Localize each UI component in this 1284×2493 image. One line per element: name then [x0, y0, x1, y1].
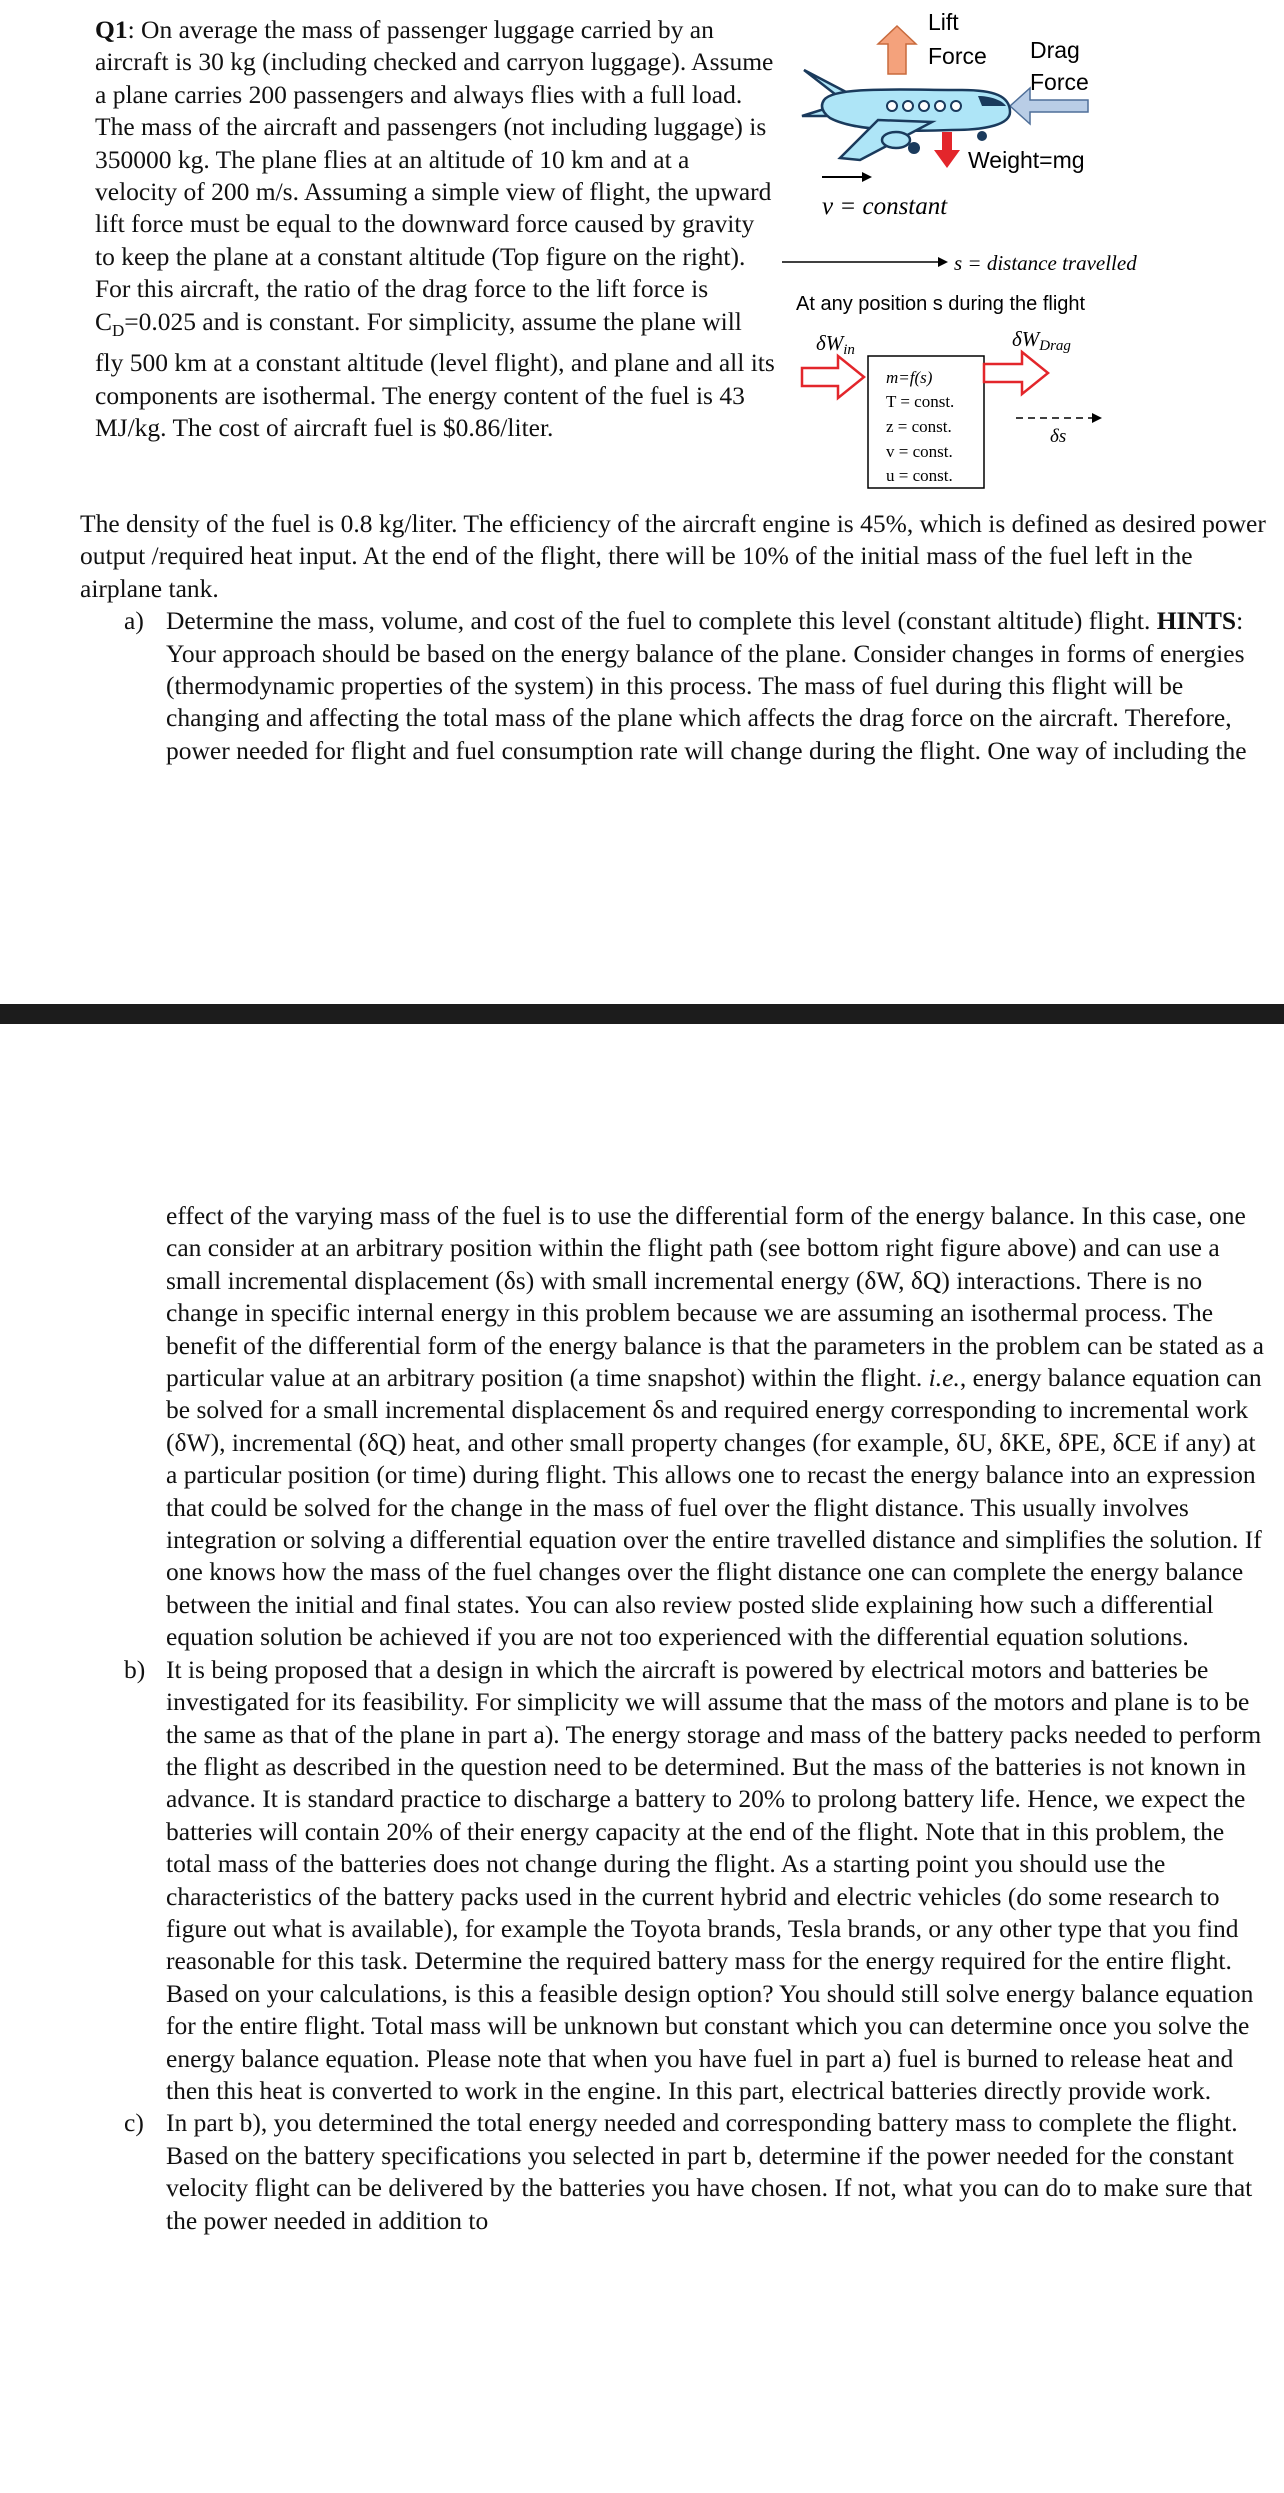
- page-divider: [0, 1004, 1284, 1024]
- cd-subscript: D: [112, 320, 125, 340]
- work-drag-label: δWDrag: [1012, 327, 1071, 354]
- lift-label-line1: Lift: [928, 9, 959, 35]
- box-line-mass: m=f(s): [886, 368, 933, 387]
- ds-label: δs: [1050, 426, 1067, 447]
- part-a-continuation: [80, 1200, 1270, 1654]
- part-b: [80, 1654, 1270, 2108]
- part-a-continuation-1: effect of the varying mass of the fuel is to use the differential form of the energy balance. In this case, one can consider at an arbitrary position within the flight path (see bottom right figure above) and can use a small incremental displacement (δs) with small incremental energy (δW, δQ) interactions. There is no change in specific internal energy in this problem because we are assuming an isothermal process. The benefit of the differential form of the energy balance is that the parameters in the problem can be stated as a particular value at an arbitrary position (a time snapshot) within the flight.: [166, 1201, 1264, 1393]
- part-a-text-1: Determine the mass, volume, and cost of the fuel to complete this level (constant altitude) flight.: [166, 606, 1157, 636]
- question-body: [80, 508, 1270, 767]
- lift-arrow: [878, 26, 916, 74]
- part-b-text: It is being proposed that a design in which the aircraft is powered by electrical motors and batteries be investigated for its feasibility. For simplicity we will assume that the mass of the motors and plane is to be the same as that of the plane in part a). The energy storage and mass of the battery packs needed to perform the flight as described in the question need to be determined. But the mass of the batteries is not known in advance. It is standard practice to discharge a battery to 20% to prolong battery life. Hence, we expect the batteries will contain 20% of their energy capacity at the end of the flight. Note that in this problem, the total mass of the batteries does not change during the flight. As a starting point you should use the characteristics of the battery packs used in the current hybrid and electric vehicles (do some research to figure out what is available), for example the Toyota brands, Tesla brands, or any other type that you find reasonable for this task. Determine the required battery mass for the energy required for the entire flight. Based on your calculations, is this a feasible design option? You should still solve energy balance equation for the entire flight. Total mass will be unknown but constant which you can determine once you solve the energy balance equation. Please note that when you have fuel in part a) fuel is burned to release heat and then this heat is converted to work in the engine. In this part, electrical batteries directly provide work.: [166, 1654, 1262, 2105]
- box-line-internal-energy: u = const.: [886, 466, 953, 485]
- work-in-arrow: [802, 356, 864, 398]
- velocity-label: v = constant: [822, 193, 948, 220]
- work-drag-arrow: [984, 352, 1048, 394]
- part-a-continuation-2: , energy balance equation can be solved for a small incremental displacement δs and required energy corresponding to incremental work (δW), incremental (δQ) heat, and other small property changes (for example, δU, δKE, δPE, δCE if any) at a particular position (or time) during flight. This allows one to recast the energy balance into an expression that could be solved for the change in the mass of fuel over the flight distance. This usually involves integration or solving a differential equation over the entire travelled distance and simplifies the solution. If one knows how the mass of the fuel changes over the flight distance one can complete the energy balance between the initial and final states. You can also review posted slide explaining how such a differential equation solution be achieved if you are not too experienced with the differential equation solutions.: [166, 1363, 1262, 1652]
- question-intro: [95, 14, 775, 444]
- part-c: [80, 2107, 1270, 2237]
- flight-figure: [782, 0, 1242, 500]
- question-label: Q1: [95, 15, 128, 44]
- second-page: [80, 1200, 1270, 2237]
- drag-label-line2: Force: [1030, 69, 1089, 95]
- work-in-label: δWin: [816, 331, 855, 358]
- part-a-hints-label: HINTS: [1156, 606, 1237, 636]
- drag-label-line1: Drag: [1030, 37, 1080, 63]
- lift-label-line2: Force: [928, 43, 987, 69]
- intro-text-2: =0.025 and is constant. For simplicity, assume the plane will fly 500 km at a constant altitude (level flight), and plane and all its components are isothermal. The energy content of the fuel is 43 MJ/kg. The cost of aircraft fuel is $0.86/liter.: [95, 306, 775, 442]
- part-c-marker: c): [124, 2108, 144, 2138]
- part-c-text: In part b), you determined the total energy needed and corresponding battery mass to complete the flight. Based on the battery specifications you selected in part b, determine if the power needed for the constant velocity flight can be delivered by the batteries you have chosen. If not, what you can do to make sure that the power needed in addition to: [166, 2108, 1253, 2235]
- distance-label: s = distance travelled: [954, 251, 1137, 275]
- part-a: [80, 605, 1270, 767]
- box-line-temperature: T = const.: [886, 392, 955, 411]
- intro-full: The density of the fuel is 0.8 kg/liter. The efficiency of the aircraft engine is 45%, which is defined as desired power output /required heat input. At the end of the flight, there will be 10% of the initial mass of the fuel left in the airplane tank.: [80, 509, 1266, 603]
- part-a-marker: a): [124, 606, 144, 636]
- intro-text-1: : On average the mass of passenger luggage carried by an aircraft is 30 kg (including checked and carryon luggage). Assume a plane carries 200 passengers and always flies with a full load. The mass of the aircraft and passengers (not including luggage) is 350000 kg. The plane flies at an altitude of 10 km and at a velocity of 200 m/s. Assuming a simple view of flight, the upward lift force must be equal to the downward force caused by gravity to keep the plane at a constant altitude (Top figure on the right). For this aircraft, the ratio of the drag force to the lift force is C: [95, 15, 774, 336]
- part-a-ie-label: i.e.: [928, 1363, 960, 1393]
- box-line-altitude: z = const.: [886, 417, 952, 436]
- box-line-velocity: v = const.: [886, 442, 953, 461]
- part-b-marker: b): [124, 1654, 146, 1684]
- position-caption: At any position s during the flight: [796, 293, 1086, 315]
- weight-arrow: [934, 132, 960, 168]
- part-a-text-2: : Your approach should be based on the energy balance of the plane. Consider changes in forms of energies (thermodynamic properties of the system) in this process. The mass of fuel during this flight will be changing and affecting the total mass of the plane which affects the drag force on the aircraft. Therefore, power needed for flight and fuel consumption rate will change during the flight. One way of including the: [166, 606, 1247, 765]
- weight-label: Weight=mg: [968, 147, 1085, 173]
